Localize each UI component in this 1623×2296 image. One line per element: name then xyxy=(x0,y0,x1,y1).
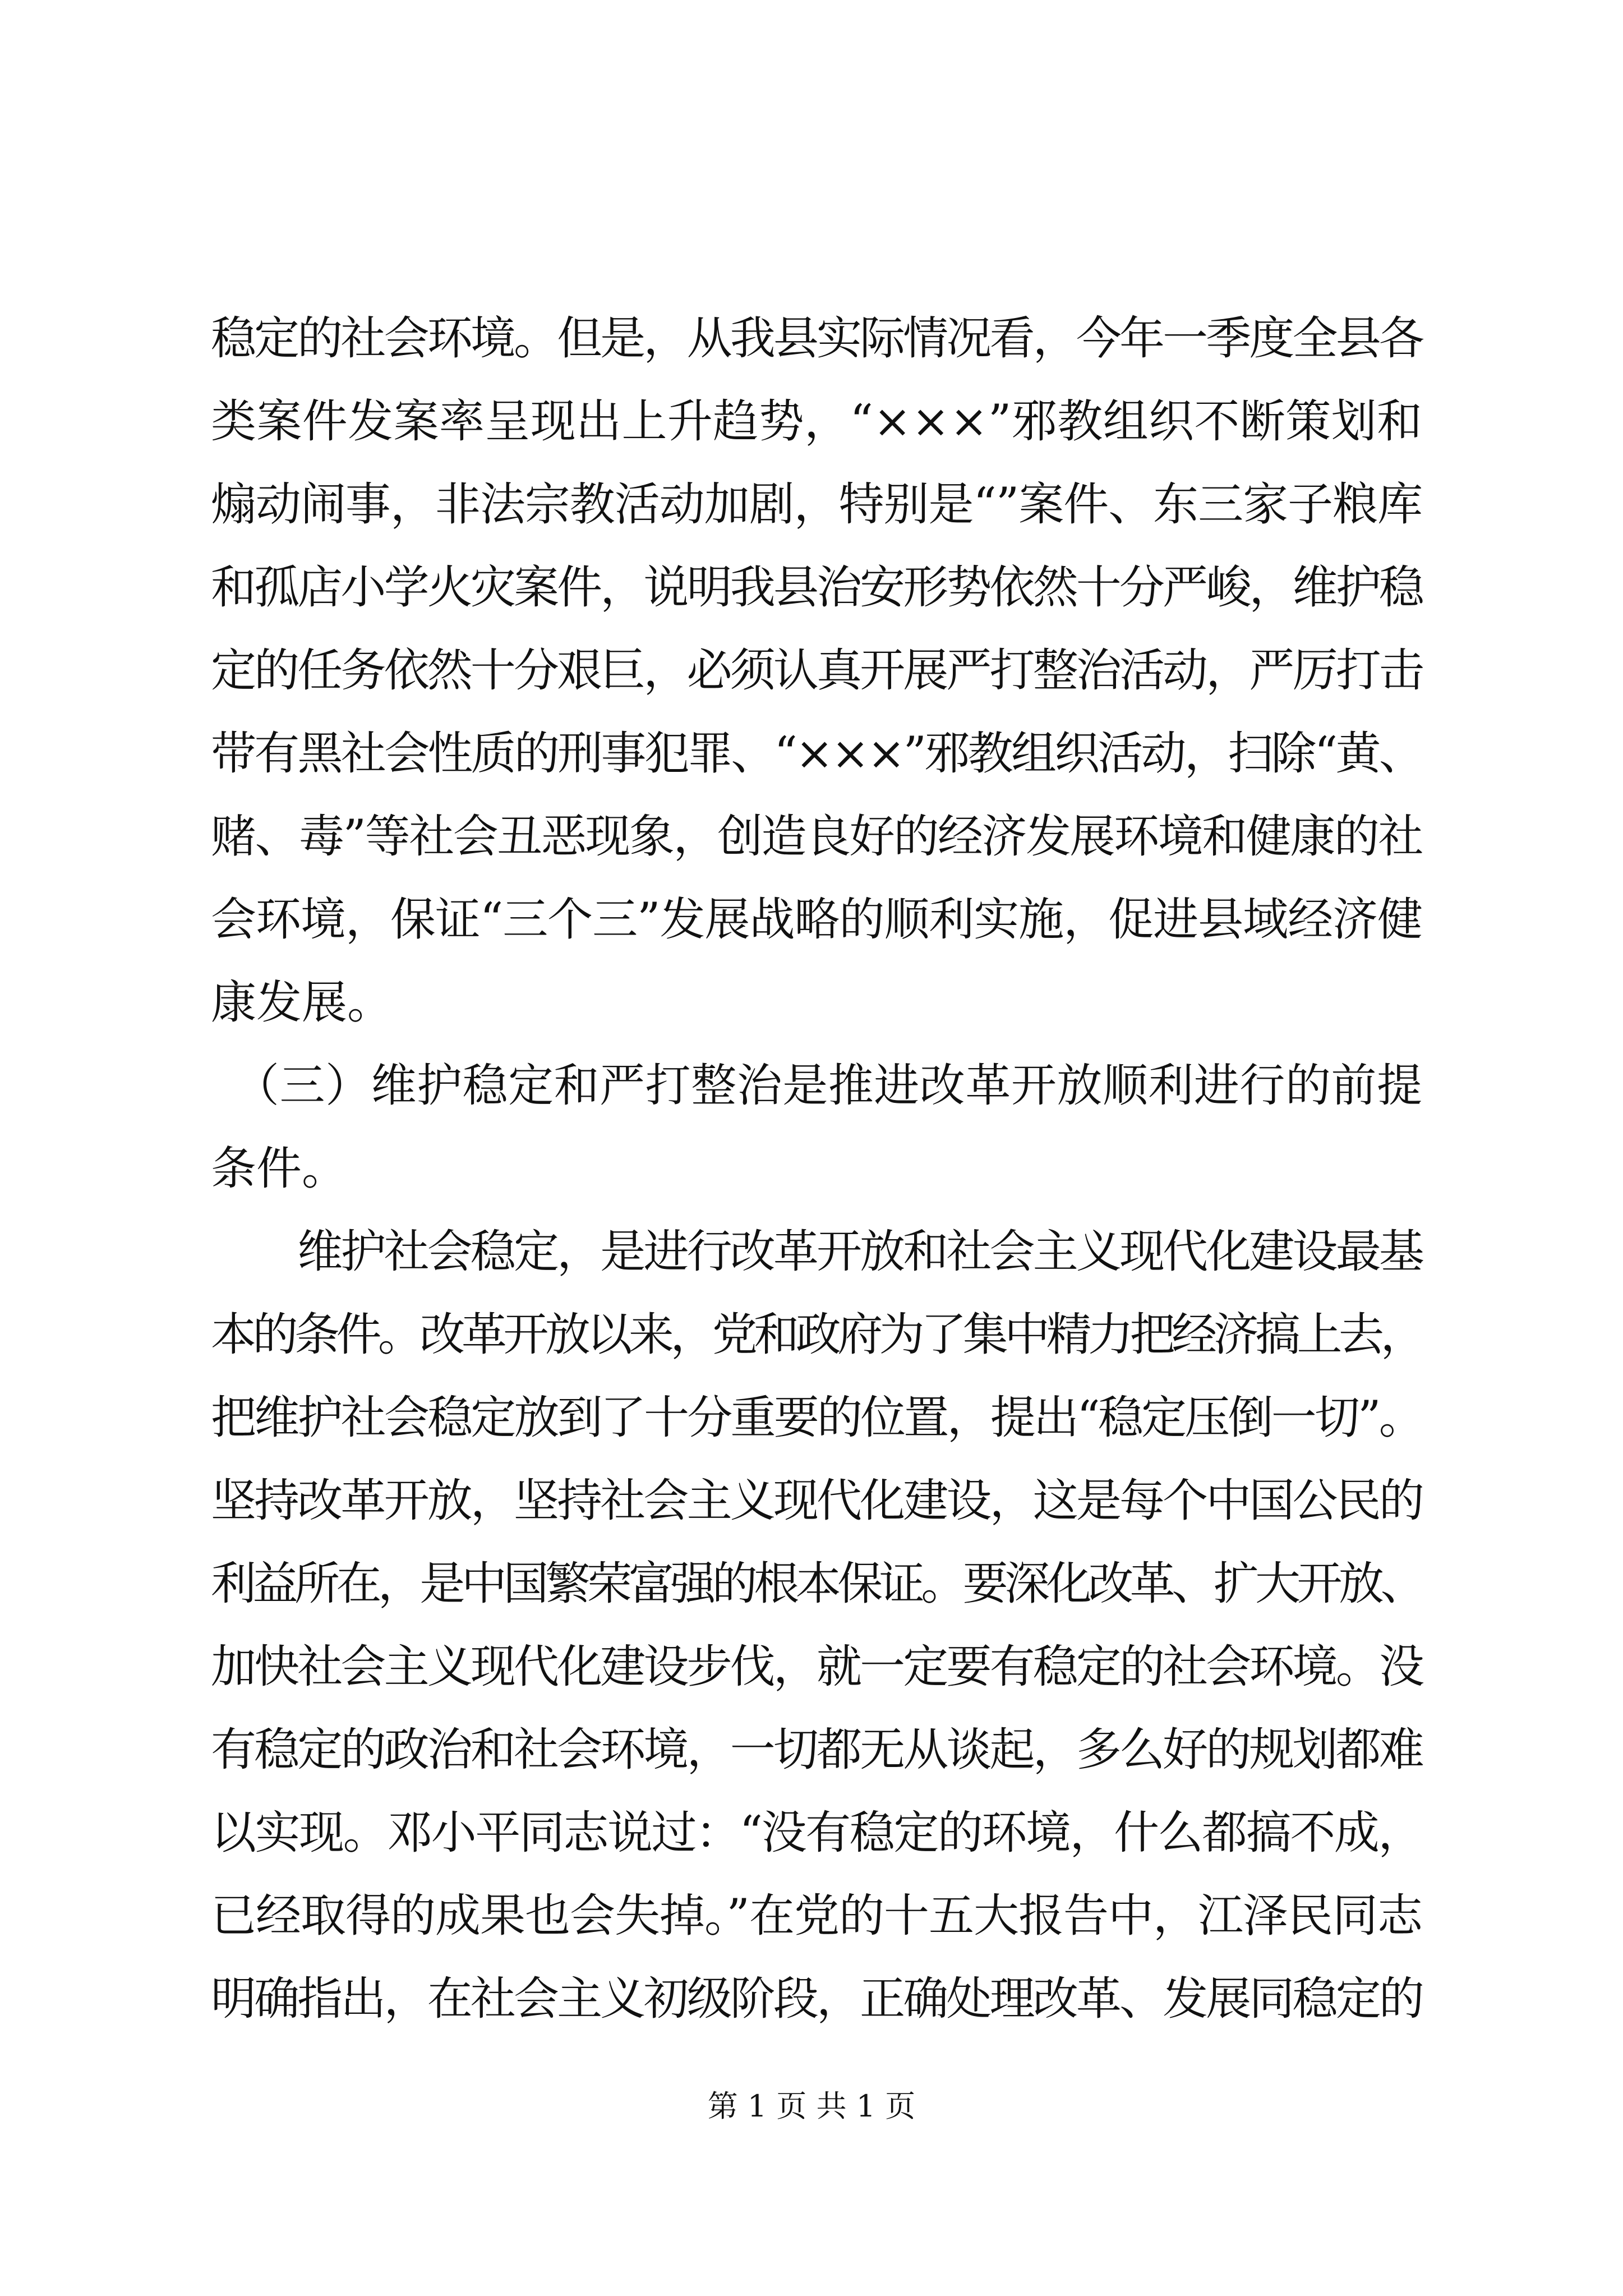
text-line-content: 明确指出，在社会主义初级阶段，正确处理改革、发展同稳定的 xyxy=(211,1973,1422,2026)
text-line xyxy=(211,380,1422,463)
text-line xyxy=(211,1294,1422,1377)
text-line-content: 和孤店小学火灾案件，说明我县治安形势依然十分严峻，维护稳 xyxy=(211,562,1422,614)
text-line xyxy=(211,795,1422,878)
page-number: 第 1 页 共 1 页 xyxy=(707,2088,916,2124)
text-line-content: 利益所在，是中国繁荣富强的根本保证。要深化改革、扩大开放、 xyxy=(211,1558,1422,1611)
text-line-content: 带有黑社会性质的刑事犯罪、“×××”邪教组织活动，扫除“黄、 xyxy=(211,728,1422,780)
text-line-content: 本的条件。改革开放以来，党和政府为了集中精力把经济搞上去， xyxy=(211,1309,1422,1361)
text-line-content: 把维护社会稳定放到了十分重要的位置，提出“稳定压倒一切”。 xyxy=(211,1392,1422,1444)
text-line xyxy=(211,1709,1422,1792)
text-line xyxy=(211,1626,1422,1709)
section-heading: （三）维护稳定和严打整治是推进改革开放顺利进行的前提 xyxy=(211,1060,1423,1112)
text-line-content: 已经取得的成果也会失掉。”在党的十五大报告中，江泽民同志 xyxy=(211,1890,1422,1943)
text-line xyxy=(211,961,1422,1045)
text-line xyxy=(211,878,1422,961)
text-line xyxy=(211,1211,1422,1294)
text-line xyxy=(211,297,1422,380)
text-line xyxy=(211,1460,1422,1543)
page-footer xyxy=(0,2084,1623,2129)
section-heading-line xyxy=(211,1045,1422,1128)
text-line xyxy=(211,712,1422,795)
text-line-content: 维护社会稳定，是进行改革开放和社会主义现代化建设最基 xyxy=(211,1226,1422,1278)
section-heading: 条件。 xyxy=(211,1143,348,1195)
text-line-content: 加快社会主义现代化建设步伐，就一定要有稳定的社会环境。没 xyxy=(211,1641,1422,1694)
text-line-content: 以实现。邓小平同志说过：“没有稳定的环境，什么都搞不成， xyxy=(211,1807,1422,1860)
text-line-content: 赌、毒”等社会丑恶现象，创造良好的经济发展环境和健康的社 xyxy=(211,811,1422,863)
text-line xyxy=(211,1958,1422,2041)
text-line-content: 定的任务依然十分艰巨，必须认真开展严打整治活动，严厉打击 xyxy=(211,645,1422,697)
text-line-content: 坚持改革开放，坚持社会主义现代化建设，这是每个中国公民的 xyxy=(211,1475,1422,1527)
text-line-content: 类案件发案率呈现出上升趋势，“×××”邪教组织不断策划和 xyxy=(211,395,1423,448)
body-text xyxy=(211,297,1422,2041)
text-line xyxy=(211,1792,1422,1875)
text-line-content: 稳定的社会环境。但是，从我县实际情况看，今年一季度全县各 xyxy=(211,312,1422,365)
text-line xyxy=(211,1875,1422,1958)
section-heading-line xyxy=(211,1128,1422,1211)
text-line xyxy=(211,546,1422,629)
text-line xyxy=(211,629,1422,712)
text-line xyxy=(211,463,1422,546)
text-line-content: 康发展。 xyxy=(211,977,393,1029)
text-line-content: 有稳定的政治和社会环境，一切都无从谈起，多么好的规划都难 xyxy=(211,1724,1422,1777)
text-line xyxy=(211,1377,1422,1460)
text-line xyxy=(211,1543,1422,1626)
text-line-content: 煽动闹事，非法宗教活动加剧，特别是“”案件、东三家子粮库 xyxy=(211,478,1422,531)
text-line-content: 会环境，保证“三个三”发展战略的顺利实施，促进县域经济健 xyxy=(211,894,1422,946)
